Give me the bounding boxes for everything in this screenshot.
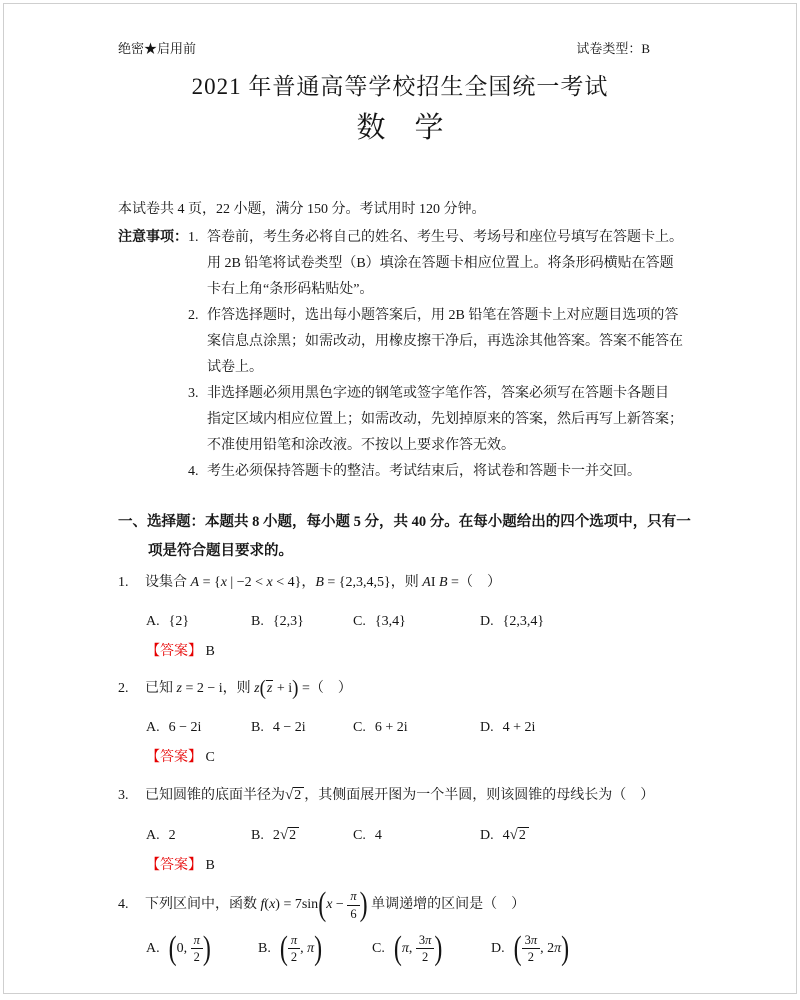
math-variable: z <box>254 681 260 697</box>
sqrt-expression <box>285 788 304 803</box>
paper-body <box>4 148 796 968</box>
notice-list <box>188 225 682 485</box>
question-number: 3. <box>118 788 129 804</box>
option-label: B. <box>251 614 264 629</box>
notice-line <box>188 381 682 407</box>
notice-item-number: 4. <box>188 464 199 479</box>
paren-group <box>513 930 570 968</box>
math-variable: A <box>190 575 200 590</box>
exam-subject: 数 学 <box>356 112 444 144</box>
option-row <box>118 715 682 741</box>
fraction <box>191 933 203 965</box>
close-paren: ) <box>561 930 570 968</box>
denominator: 2 <box>527 950 534 965</box>
option-label: B. <box>251 720 264 736</box>
math-variable: π <box>425 932 432 947</box>
option-label: D. <box>491 941 505 957</box>
open-paren: ( <box>513 930 522 968</box>
question-1 <box>118 569 682 665</box>
answer-row <box>118 745 682 771</box>
math-variable: π <box>350 889 357 904</box>
notice-text: 试卷上。 <box>207 360 263 375</box>
numerator <box>191 933 203 949</box>
option-4C <box>372 930 491 968</box>
option-3C: C. 4 <box>353 827 382 843</box>
denominator: 6 <box>350 906 357 921</box>
fraction <box>288 933 300 965</box>
option-1B: B. {2,3} <box>251 614 304 629</box>
close-paren: ) <box>202 930 211 968</box>
math-variable: A <box>422 575 431 590</box>
notice-text: 指定区域内相应位置上；如需改动，先划掉原来的答案，然后再写上新答案； <box>207 412 683 427</box>
fraction <box>347 889 359 921</box>
notice-text: 作答选择题时，选出每小题答案后，用 2B 铅笔在答题卡上对应题目选项的答 <box>207 308 679 323</box>
open-paren: ( <box>393 930 402 968</box>
option-3D: D. 4√2 <box>480 822 682 849</box>
question-3 <box>118 781 682 879</box>
notice-item-3 <box>188 381 682 459</box>
answer-label: 【答案】 <box>146 858 202 874</box>
option-row <box>118 609 682 635</box>
paper-header <box>4 4 796 58</box>
radical-sign: √ <box>509 827 518 844</box>
paren-group <box>318 886 368 924</box>
option-3B: B. 2√2 <box>251 822 353 849</box>
close-paren: ) <box>434 930 443 968</box>
section-heading-line: 项是符合题目要求的。 <box>148 543 293 559</box>
option-label: A. <box>146 720 160 736</box>
notice-item-4 <box>188 459 682 485</box>
notice-line <box>188 355 682 381</box>
conjugate-overbar: z <box>266 681 273 696</box>
paren-content: $\frac{\pi}{2}$ , π <box>288 933 314 965</box>
confidential-notice: 绝密★启用前 <box>118 41 197 56</box>
math-variable: π <box>307 941 315 957</box>
open-paren: ( <box>259 676 266 701</box>
paren-content: x − $\frac{\pi}{6}$ <box>326 889 359 921</box>
fraction <box>416 933 435 965</box>
answer-value: B <box>205 858 215 874</box>
option-label: D. <box>480 720 494 736</box>
notice-line <box>188 303 682 329</box>
notice-item-number: 1. <box>188 230 199 245</box>
numerator: 3π <box>522 933 541 949</box>
answer-value: C <box>205 750 215 766</box>
radicand: 2 <box>518 827 529 843</box>
math-variable: x <box>266 575 273 590</box>
notice-line <box>188 433 682 459</box>
sqrt-expression <box>510 828 529 843</box>
open-paren: ( <box>279 930 288 968</box>
option-label: A. <box>146 614 160 629</box>
option-label: B. <box>251 828 264 844</box>
question-stem: 3. 已知圆锥的底面半径为√2 ，其侧面展开图为一个半圆，则该圆锥的母线长为（ ） <box>118 781 682 810</box>
answer-row <box>118 853 682 879</box>
question-number: 4. <box>118 897 129 913</box>
math-variable: π <box>530 932 538 947</box>
notice-line <box>188 277 682 303</box>
notice-line <box>188 225 682 251</box>
radical-sign: √ <box>279 827 289 844</box>
option-label: B. <box>258 941 271 957</box>
math-variable: B <box>438 575 448 590</box>
open-paren: ( <box>168 930 177 968</box>
option-2B: B. 4 − 2i <box>251 720 306 736</box>
option-label: A. <box>146 827 160 843</box>
option-2A: A. 6 − 2i <box>146 720 202 736</box>
question-stem: 1. 设集合 A = {x | −2 < x < 4}，B = {2,3,4,5}，则 AI B =（ ） <box>118 569 682 597</box>
section-heading-line: 一、选择题：本题共 8 小题，每小题 5 分，共 40 分。在每小题给出的四个选项中，只有一 <box>118 514 691 530</box>
paper-summary: 本试卷共 4 页，22 小题，满分 150 分。考试用时 120 分钟。 <box>118 202 486 217</box>
option-3A: A. 2 <box>146 827 176 843</box>
option-row <box>118 930 682 968</box>
close-paren: ) <box>314 930 323 968</box>
paren-group <box>393 930 443 968</box>
numerator <box>347 889 359 905</box>
option-1A: A. {2} <box>146 614 190 629</box>
option-label: D. <box>480 828 494 844</box>
notice-line <box>188 459 682 485</box>
close-paren: ) <box>359 886 368 924</box>
section-heading <box>118 508 691 566</box>
paren-content: 0, $\frac{\pi}{2}$ <box>177 933 203 965</box>
question-stem: 4. 下列区间中，函数 f(x) = 7sin ( x − $\frac{\pi}{6}$ ) 单调递增的区间是（ ） <box>118 886 526 924</box>
option-label: A. <box>146 941 160 957</box>
question-list <box>118 569 682 968</box>
denominator: 2 <box>290 950 298 965</box>
question-number: 1. <box>118 575 129 590</box>
option-2C: C. 6 + 2i <box>353 720 408 736</box>
notice-text: 用 2B 铅笔将试卷类型（B）填涂在答题卡相应位置上。将条形码横贴在答题 <box>207 256 674 271</box>
option-label: D. <box>480 614 494 629</box>
notice-line <box>188 407 682 433</box>
notice-section <box>118 225 682 485</box>
notice-item-number: 3. <box>188 386 199 401</box>
question-4 <box>118 886 682 968</box>
option-row <box>118 822 682 849</box>
notice-text: 不准使用铅笔和涂改液。不按以上要求作答无效。 <box>207 438 515 453</box>
radicand: 2 <box>288 827 299 843</box>
denominator: 2 <box>421 950 429 965</box>
notice-line <box>188 329 682 355</box>
fraction <box>522 933 541 965</box>
paren-content: π, $\frac{3\pi}{2}$ <box>402 933 435 965</box>
radical-sign: √ <box>285 787 294 804</box>
numerator: 3π <box>416 933 435 949</box>
notice-text: 案信息点涂黑；如需改动，用橡皮擦干净后，再选涂其他答案。答案不能答在 <box>207 334 683 349</box>
paren-group <box>168 930 211 968</box>
option-2D: D. 4 + 2i <box>480 720 536 736</box>
notice-item-number: 2. <box>188 308 199 323</box>
notice-label: 注意事项： <box>118 230 188 245</box>
math-variable: z <box>176 681 182 697</box>
math-variable: π <box>290 932 298 947</box>
option-label: C. <box>353 720 366 736</box>
paren-content: z + i <box>266 681 293 696</box>
option-4B <box>258 930 372 968</box>
notice-item-2 <box>188 303 682 381</box>
math-variable: x <box>269 897 276 913</box>
notice-line <box>188 251 682 277</box>
notice-item-1 <box>188 225 682 303</box>
sqrt-expression <box>280 828 299 843</box>
close-paren: ) <box>292 676 299 701</box>
paper-type-label: 试卷类型：B <box>576 41 650 56</box>
math-variable: π <box>193 932 200 947</box>
math-variable: x <box>326 897 333 913</box>
answer-label: 【答案】 <box>146 644 202 659</box>
option-1C: C. {3,4} <box>353 614 406 629</box>
paren-group <box>260 675 299 703</box>
answer-row <box>118 639 682 665</box>
answer-label: 【答案】 <box>146 750 202 766</box>
option-4A <box>146 930 258 968</box>
answer-value: B <box>205 644 215 659</box>
paren-group <box>279 930 323 968</box>
option-label: C. <box>372 941 385 957</box>
exam-title: 2021 年普通高等学校招生全国统一考试 <box>191 74 609 99</box>
notice-text: 卡右上角“条形码粘贴处”。 <box>207 282 374 297</box>
option-label: C. <box>353 827 366 843</box>
question-stem: 2. 已知 z = 2 − i，则 z ( z + i ) =（ ） <box>118 675 682 703</box>
option-1D: D. {2,3,4} <box>480 614 545 629</box>
math-variable: f <box>260 897 265 913</box>
question-number: 2. <box>118 681 129 697</box>
option-label: C. <box>353 614 366 629</box>
math-variable: π <box>401 941 409 957</box>
numerator <box>288 933 300 949</box>
notice-text: 非选择题必须用黑色字迹的钢笔或签字笔作答，答案必须写在答题卡各题目 <box>207 386 669 401</box>
math-variable: π <box>554 941 562 957</box>
notice-text: 考生必须保持答题卡的整洁。考试结束后，将试卷和答题卡一并交回。 <box>207 464 641 479</box>
paren-content: $\frac{3\pi}{2}$ , 2π <box>522 933 562 965</box>
radicand: 2 <box>293 787 304 803</box>
denominator: 2 <box>193 950 200 965</box>
question-2 <box>118 675 682 771</box>
exam-paper-page <box>3 3 797 994</box>
math-variable: x <box>220 575 227 590</box>
notice-text: 答卷前，考生务必将自己的姓名、考生号、考场号和座位号填写在答题卡上。 <box>207 230 683 245</box>
math-variable: B <box>315 575 324 590</box>
option-4D <box>491 930 682 968</box>
open-paren: ( <box>318 886 327 924</box>
